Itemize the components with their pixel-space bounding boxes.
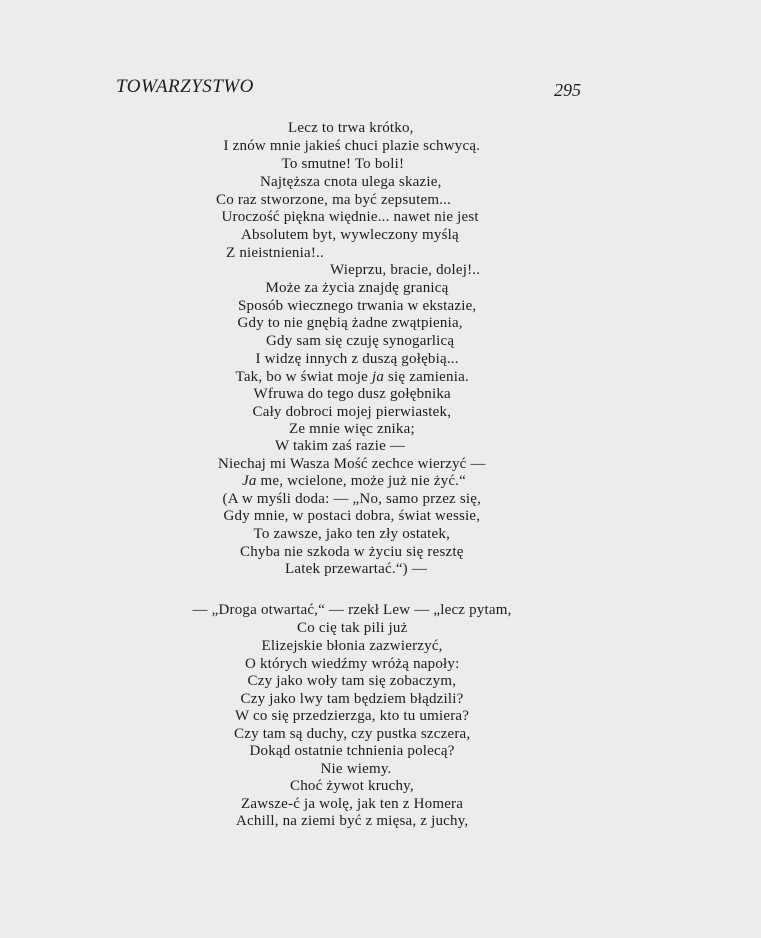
poem-line: Elizejskie błonia zazwierzyć, [261,638,443,654]
poem-line: Może za życia znajdę granicą [265,280,449,296]
poem-line: To smutne! To boli! [281,156,405,172]
poem-line: Zawsze-ć ja wolę, jak ten z Homera [241,796,464,812]
poem-line: Ze mnie więc znika; [289,421,415,437]
poem-line: Gdy sam się czuję synogarlicą [266,333,455,349]
poem-line: Chyba nie szkoda w życiu się resztę [240,544,464,560]
poem-line: Wfruwa do tego dusz gołębnika [253,386,451,402]
poem-line: Czy tam są duchy, czy pustka szczera, [234,726,471,742]
poem-line [242,473,466,490]
poem-line: Czy jako lwy tam będziem błądzili? [240,691,464,707]
italic-word: Ja [242,473,257,489]
poem-line: Absolutem byt, wywleczony myślą [241,227,459,243]
poem-line: Czy jako woły tam się zobaczym, [247,673,457,689]
poem-line: O których wiedźmy wróżą napoły: [245,656,460,672]
poem-line: (A w myśli doda: — „No, samo przez się, [222,491,482,507]
line-segment: Tak, bo w świat moje [235,369,372,385]
italic-word: ja [371,369,385,385]
poem-line: Choć żywot kruchy, [290,778,414,794]
poem-line: Najtęższa cnota ulega skazie, [260,174,442,190]
poem-line: Lecz to trwa krótko, [288,120,414,136]
poem-line: Co raz stworzone, ma być zepsutem... [216,192,452,208]
poem-line: Co cię tak pili już [297,620,408,636]
poem-line: Dokąd ostatnie tchnienia polecą? [249,743,455,759]
poem-line: Niechaj mi Wasza Mość zechce wierzyć — [218,456,486,472]
poem-line [236,369,469,386]
poem-line: Cały dobroci mojej pierwiastek, [252,404,452,420]
poem-line: To zawsze, jako ten zły ostatek, [253,526,451,542]
poem-line: Achill, na ziemi być z mięsa, z juchy, [236,813,469,829]
poem-line: I widzę innych z duszą gołębią... [255,351,459,367]
poem-line: Sposób wiecznego trwania w ekstazie, [238,298,477,314]
poem-line: Wieprzu, bracie, dolej!.. [330,262,481,278]
poem-line: Nie wiemy. [320,761,392,777]
poem-line: I znów mnie jakieś chuci plazie schwycą. [223,138,481,154]
running-header: TOWARZYSTWO [116,76,254,97]
poem-line: Gdy to nie gnębią żadne zwątpienia, [237,315,463,331]
page-number: 295 [554,80,581,100]
poem-line: — „Droga otwartać,“ — rzekł Lew — „lecz pytam, [192,602,512,618]
poem-line: Uroczość piękna więdnie... nawet nie jest [221,209,479,225]
poem-line: Gdy mnie, w postaci dobra, świat wessie, [223,508,481,524]
poem-line: Z nieistnienia!.. [226,245,324,261]
line-segment: się zamienia. [384,369,469,385]
line-segment: me, wcielone, może już nie żyć.“ [256,473,466,489]
poem-line: W takim zaś razie — [275,438,406,454]
poem-line: Latek przewartać.“) — [285,561,428,577]
poem-line: W co się przedzierzga, kto tu umiera? [235,708,470,724]
